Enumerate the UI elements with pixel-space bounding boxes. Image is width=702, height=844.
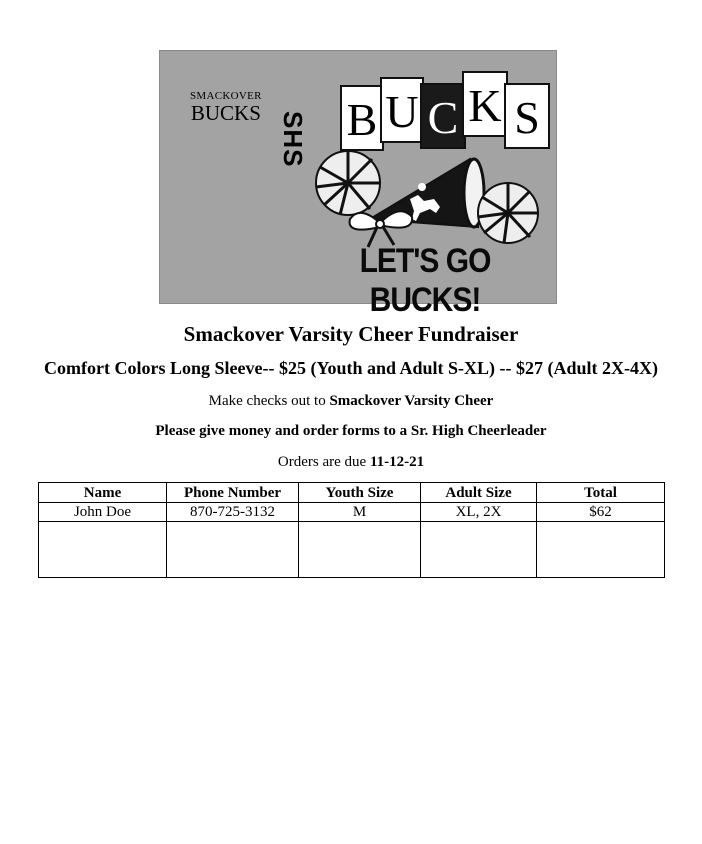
header-youth-size: Youth Size [299, 483, 421, 503]
pompom-right-icon [478, 183, 538, 243]
table-row [39, 503, 665, 522]
header-name: Name [39, 483, 167, 503]
header-adult-size: Adult Size [421, 483, 537, 503]
pompom-left-icon [316, 151, 380, 215]
checks-payable-line [0, 393, 702, 410]
cell-name [39, 522, 167, 578]
tile-letter: C [427, 92, 459, 143]
tile-letter: B [346, 94, 378, 145]
due-prefix: Orders are due [277, 454, 370, 470]
header-phone-number: Phone Number [167, 483, 299, 503]
lets-go-bucks-slogan: LET'S GO BUCKS! [359, 241, 491, 319]
cell-phone-number: 870-725-3132 [167, 503, 299, 522]
cell-total [537, 522, 665, 578]
cell-phone-number [167, 522, 299, 578]
cell-youth-size [299, 522, 421, 578]
tile-letter: S [514, 92, 540, 143]
header-total: Total [537, 483, 665, 503]
smackover-bucks-logo [190, 91, 262, 124]
banner-image [159, 50, 557, 319]
table-header-row [39, 483, 665, 503]
tile-letter: K [468, 80, 502, 131]
checks-prefix: Make checks out to [208, 393, 330, 409]
order-instructions: Please give money and order forms to a Sr. High Cheerleader [155, 423, 547, 439]
megaphone-pompoms-illustration [310, 131, 550, 249]
logo-line-1: SMACKOVER [190, 90, 262, 102]
cell-adult-size [421, 522, 537, 578]
due-date-line [0, 454, 702, 471]
table-row [39, 522, 665, 578]
order-form-table [38, 482, 665, 578]
logo-line-2: BUCKS [190, 101, 261, 125]
tile-k [462, 71, 508, 137]
shs-vertical-text: SHS [278, 111, 308, 168]
fundraiser-title: Smackover Varsity Cheer Fundraiser [183, 322, 519, 346]
cell-total: $62 [537, 503, 665, 522]
cell-name: John Doe [39, 503, 167, 522]
product-pricing: Comfort Colors Long Sleeve-- $25 (Youth and Adult S-XL) -- $27 (Adult 2X-4X) [44, 358, 658, 378]
cell-adult-size: XL, 2X [421, 503, 537, 522]
due-date: 11-12-21 [369, 454, 425, 470]
cell-youth-size: M [299, 503, 421, 522]
checks-payee: Smackover Varsity Cheer [329, 393, 494, 409]
tile-letter: U [385, 86, 419, 137]
